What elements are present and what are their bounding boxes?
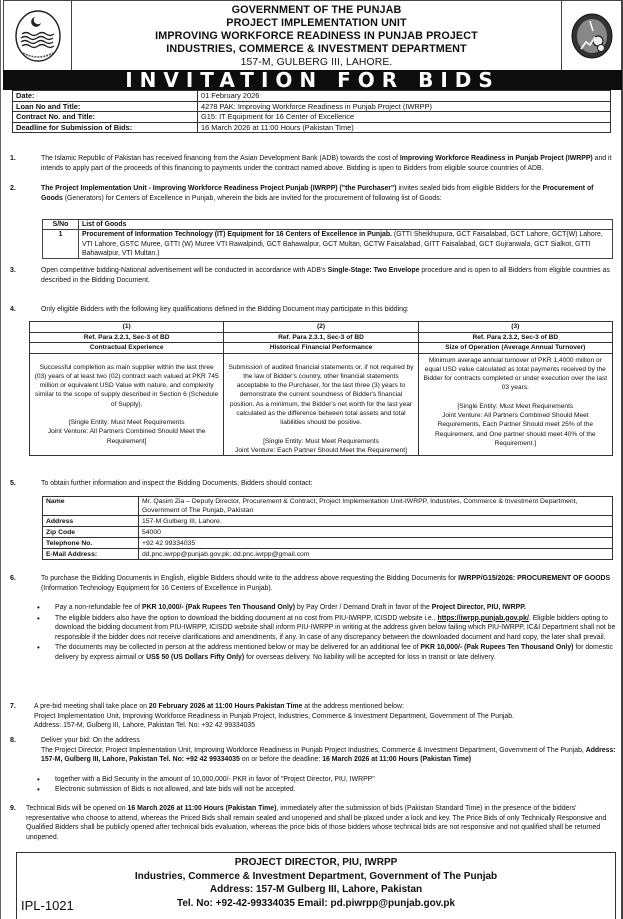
criterion-cell [224,353,418,456]
delivery-address: Address: 157-M, Gulberg III, Lahore, Pakistan Tel. No: +92 42 99334035 [41,746,616,764]
criterion-title: Size of Operation (Average Annual Turnover) [418,343,612,354]
info-label: Deadline for Submission of Bids: [13,122,198,133]
criterion-note: [Single Entity: Must Meet Requirements [68,418,185,426]
criterion-note: Joint Venture: Each Partner Should Meet the Requirement] [235,446,407,454]
text-span: (Generators) for Centers of Excellence in Punjab, wherein the bids are invited for the procurement of following list of Goods: [62,194,442,202]
table-row [13,101,611,112]
footer-line-2: Industries, Commerce & Investment Department, Government of The Punjab [134,870,498,882]
text-span: Open competitive bidding-National advertisement will be conducted in accordance with ADB's [41,267,328,274]
column-number: (3) [418,322,612,333]
text-span: by Pay Order / Demand Draft in favor of the [295,604,432,611]
reference-para: Ref. Para 2.3.2, Sec-3 of BD [418,332,612,343]
text-span: and it intends to apply part of the proceeds of this financing to payments under the contract named above. Bidding is open to Bidders from eligible source countries of ADB. [41,155,612,172]
text-span: The documents may be collected in person at the address mentioned below or may be delivered for an additional fee of [55,644,421,652]
list-item: • together with a Bid Security in the amount of 10,000,000/- PKR in favor of "Project Director, PIU, IWRPP" [37,775,617,785]
criterion-note: Joint Venture: All Partners Combined Should Meet Requirements, Each Partner Should meet 25% of the Requirement, and One partner should meet 40% of the Requirement.] [435,411,596,447]
paragraph-text [41,736,616,765]
table-row [30,353,613,456]
contact-value: +92 42 99334035 [139,538,613,549]
bid-info-table [12,90,611,133]
contact-label: Telephone No. [43,538,139,549]
procedure-name: Single-Stage: Two Envelope [327,267,420,274]
criterion-note: [Single Entity: Must Meet Requirements [457,402,574,410]
paragraph-number: 6. [10,575,16,582]
column-number: (1) [30,322,224,333]
list-item [37,614,617,643]
footer-line-1: PROJECT DIRECTOR, PIU, IWRPP [234,857,398,868]
criterion-title: Contractual Experience [30,343,224,354]
table-header-row [30,322,613,333]
prebid-address: Address: 157-M, Gulberg III, Lahore, Pakistan Tel. No: +92 42 99334035 [34,722,256,730]
table-row [43,497,613,516]
right-logo-cell [561,1,621,70]
payee: Project Director, PIU, IWRPP. [431,604,526,611]
criterion-title: Historical Financial Performance [224,343,418,354]
table-row [13,122,611,133]
text-span: for domestic delivery by express airmail or [55,644,613,661]
text-span: (Information Technology Equipment for 16 Centers of Excellence in Punjab). [41,584,273,592]
info-value: 16 March 2026 at 11:00 Hours (Pakistan Time) [198,122,611,133]
table-row [43,527,613,538]
text-span: A pre-bid meeting shall take place on [34,703,149,710]
info-value: 4278 PAK: Improving Workforce Readiness in Punjab Project (IWRPP) [198,101,611,112]
paragraph-6-bullets [37,603,617,663]
contact-value: 157-M Gulberg III, Lahore. [139,516,613,527]
criterion-body: Submission of audited financial statements or, if not required by the law of Bidder's country, other financial statements acceptable to the Purchaser, for the last three (3) years to demonstrate the current soundness of Bidder's financial position. As a minimum, the Bidder's net worth for the last year calculated as the difference between total assets and total liabilities should be positive. [228,363,414,427]
bullet-list [37,603,617,663]
contact-label: Address [43,516,139,527]
header-line-4: INDUSTRIES, COMMERCE & INVESTMENT DEPARTMENT [166,43,467,55]
text-span: The eligible bidders also have the option to download the bidding document at no cost from PIU-IWRPP, ICISDD website i.e., [55,614,438,622]
contact-label: Name [43,497,139,516]
header-line-1: GOVERNMENT OF THE PUNJAB [231,4,402,16]
delivery-fee: PKR 10,000/- (Pak Rupees Ten Thousand Only) [420,644,574,652]
reference-para: Ref. Para 2.2.1, Sec-3 of BD [30,332,224,343]
goods-description [79,230,613,259]
paragraph-text: To obtain further information and inspect the Bidding Documents, Bidders should contact: [41,480,313,487]
header-line-5: 157-M, GULBERG III, LAHORE. [240,57,393,68]
footer-line-3: Address: 157-M Gulberg III, Lahore, Pakistan [209,884,423,895]
paragraph-text [26,804,616,842]
paragraph-number: 9. [10,805,16,812]
criterion-cell [30,353,224,456]
ipl-code: IPL-1021 [21,898,74,913]
invitation-banner: INVITATION FOR BIDS [3,70,622,90]
criterion-body: Minimum average annual turnover of PKR 1,4000 million or equal USD value calculated as total payments received by the Bidder for contracts completed or under execution over the last 03 years. [423,356,608,392]
text-span: invites sealed bids from eligible Bidders for the [396,185,543,192]
criterion-cell [418,353,612,456]
info-value: G15: IT Equipment for 16 Center of Excellence [198,112,611,123]
bullet-list [37,775,617,794]
paragraph-number: 2. [10,185,16,192]
prebid-date: 20 February 2026 at 11:00 Hours Pakistan Time [148,703,303,710]
text-span: Procurement of Goods [41,185,594,202]
text-span: . Eligible bidders opting to download the bidding document from PIU-IWRPP, ICISDD website shall inform PIU-IWRPP in writing at the address given below failing which PIU-IWRPP, IC&I Department shall not be responsible if the bidder does not receive clarifications and amendments, if any. In case of any discrepancy between the downloaded document and hard copy, the later shall prevail. [55,614,616,641]
table-header-row [43,220,613,230]
contact-label: Zip Code [43,527,139,538]
header-line-2: PROJECT IMPLEMENTATION UNIT [226,17,407,29]
table-row [43,549,613,560]
contact-value: Mr. Qasim Zia – Deputy Director, Procurement & Contract, Project Implementation Unit-IWRPP, Industries, Commerce & Investment Department, Government of The Punjab, Pakistan [139,497,613,516]
iwrpp-seal-icon [569,11,615,61]
goods-title: Procurement of Information Technology (IT) Equipment for 16 Centers of Excellence in Punjab. [82,231,392,239]
criterion-note: [Single Entity: Must Meet Requirements [263,437,379,445]
opening-date: 16 March 2026 at 11:00 Hours (Pakistan Time) [127,805,277,812]
text-span: Technical Bids will be opened on [26,805,128,812]
column-number: (2) [224,322,418,333]
table-row [43,230,613,259]
criterion-body: Successful completion as main supplier within the last three (03) years of at least two (02) contract each valued at PKR 745 million or equivalent USD Value with nature, and complexity similar to the scope of supply described in Section 6 (Schedule of Supply). [34,363,219,408]
goods-table [42,219,613,259]
paragraph-number: 7. [10,703,16,710]
paragraph-8-bullets [37,775,617,794]
header-title-block [72,1,561,70]
text-span: To purchase the Bidding Documents in English, eligible Bidders should write to the address above requesting the Bidding Documents for [41,575,459,582]
criterion-note: Joint Venture: All Partners Combined Should Meet the Requirement] [47,428,206,445]
table-header-row [30,343,613,354]
text-span: Pay a non-refundable fee of [55,604,142,611]
overseas-fee: US$ 50 (US Dollars Fifty Only) [146,653,245,661]
purchaser-name: The Project Implementation Unit - Improving Workforce Readiness Project Punjab (IWRPP) ("the Purchaser") [41,185,397,192]
footer-signature-block [16,852,616,919]
column-header-sn: S/No [43,220,79,230]
paragraph-number: 3. [10,267,16,274]
prebid-venue: Project Implementation Unit, Improving Workforce Readiness in Punjab Project, Industries, Commerce & Investment Department, Government of The Punjab. [34,712,515,720]
table-row [43,538,613,549]
paragraph-text [41,184,616,203]
column-header-list: List of Goods [79,220,613,230]
text-span: The Project Director, Project Implementation Unit, Improving Workforce Readiness in Punjab Project Industries, Commerce & Investment Department, Government of The Punjab, [41,746,586,754]
table-row [13,91,611,102]
left-logo-cell [4,1,72,70]
paragraph-text [41,574,616,593]
text-span: , immediately after the submission of bids (Pakistan Standard Time) in the presence of the bidders' representative who choose to attend, whereas the Priced Bids shall remain sealed and unopened and shall be placed under a lock and key. The Price Bids of only Technically Responsive and Qualified Bidders shall be publicly opened after technical bids evaluation, whereas the price bids of those bidders whose technical bids are not responsive and not qualified shall be returned unopened. [26,805,607,841]
header-line-3: IMPROVING WORKFORCE READINESS IN PUNJAB PROJECT [155,30,478,42]
text-span: for overseas delivery. No liability will be accepted for loss in transit or late delivery. [244,653,496,661]
info-label: Contract No. and Title: [13,112,198,123]
paragraph-number: 8. [10,737,16,744]
table-header-row [30,332,613,343]
document-reference: IWRPP/G15/2026: PROCUREMENT OF GOODS [458,575,611,582]
paragraph-number: 1. [10,155,16,162]
info-label: Loan No and Title: [13,101,198,112]
text-line: Deliver your bid: On the address [41,737,140,744]
contact-email[interactable]: dd.pnc.iwrpp@punjab.gov.pk; dd.pnc.iwrpp@gmail.com [139,549,613,560]
punjab-emblem-icon [11,7,65,65]
paragraph-number: 4. [10,306,16,313]
text-span: procedure and is open to all Bidders from eligible countries as described in the Bidding Document. [41,267,610,284]
contact-label: E-Mail Address: [43,549,139,560]
contact-value: 54000 [139,527,613,538]
reference-para: Ref. Para 2.3.1, Sec-3 of BD [224,332,418,343]
goods-sn: 1 [43,230,79,259]
list-item: • Electronic submission of Bids is not allowed, and late bids will not be accepted. [37,785,617,795]
footer-line-4: Tel. No: +92-42-99334035 Email: pd.piwrpp@punjab.gov.pk [176,897,456,909]
paragraph-number: 5. [10,480,16,487]
paragraph-text [41,154,616,173]
fee-amount: PKR 10,000/- (Pak Rupees Ten Thousand Only) [141,604,296,611]
contact-table [42,496,613,560]
paragraph-text: Only eligible Bidders with the following key qualifications defined in the Bidding Document may participate in this bidding: [41,306,409,313]
text-span: The Islamic Republic of Pakistan has received financing from the Asian Development Bank (ADB) towards the cost of [41,155,400,162]
list-item [37,643,617,662]
website-link[interactable]: https://iwrpp.punjab.gov.pk/ [437,614,529,622]
paragraph-text [41,266,616,285]
text-span: at the address mentioned below: [302,703,404,710]
table-row [43,516,613,527]
table-row [13,112,611,123]
info-label: Date: [13,91,198,102]
goods-detail: (GTTI Sheikhupura, GCT Faisalabad, GCT Lahore, GCT(W) Lahore, VTI Lahore, GSTC Muree, GTTI (W) Muree VTI Rawalpindi, GCT Bahawalpur, GCT Multan, GCTW Faisalabad, GITT Faisalabad, GCT Gujranwala, GCT Sialkot, GTTI Bahawalpur, VTI Multan.) [82,231,603,257]
info-value: 01 February 2026 [198,91,611,102]
text-span: on or before the deadline: [239,756,323,764]
notice-header [3,0,622,70]
project-name: Improving Workforce Readiness in Punjab Project (IWRPP) [399,155,593,162]
deadline: 16 March 2026 at 11:00 Hours (Pakistan Time) [322,756,472,764]
qualifications-table [29,321,613,456]
list-item [37,603,617,613]
paragraph-text [34,702,609,731]
